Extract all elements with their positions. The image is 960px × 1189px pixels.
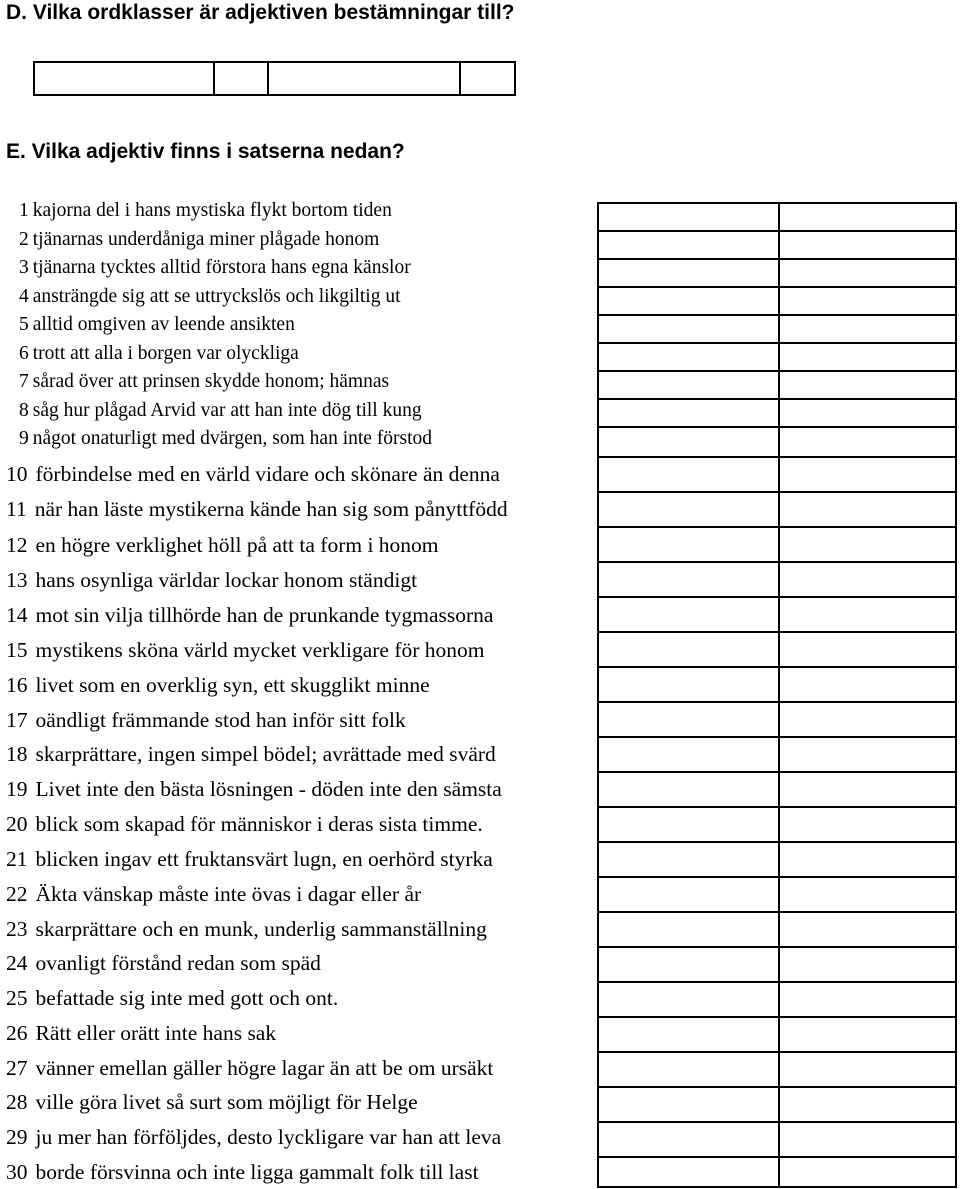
sentence-row: [6, 744, 496, 766]
sentence-text: befattade sig inte med gott och ont.: [35, 986, 339, 1010]
answer-grid-row-line: [599, 1016, 955, 1018]
sentence-number: 1: [19, 200, 29, 221]
sentence-number: 27: [6, 1056, 28, 1080]
answer-grid-row-line: [599, 526, 955, 528]
sentence-row: [6, 372, 389, 392]
sentence-row: [6, 1092, 418, 1114]
sentence-text: hans osynliga världar lockar honom ständigt: [35, 568, 418, 592]
answer-grid-row-line: [599, 736, 955, 738]
sentence-number: 7: [19, 371, 29, 392]
sentence-row: [6, 988, 338, 1010]
answer-grid-row-line: [599, 370, 955, 372]
answer-grid-row-line: [599, 1121, 955, 1123]
sentence-row: [6, 287, 401, 307]
answer-grid-row-line: [599, 258, 955, 260]
sentence-number: 21: [6, 847, 28, 871]
sentence-text: borde försvinna och inte ligga gammalt folk till last: [35, 1160, 479, 1184]
sentence-number: 28: [6, 1090, 28, 1114]
answer-grid-row-line: [599, 631, 955, 633]
sentence-number: 24: [6, 951, 28, 975]
sentence-text: Livet inte den bästa lösningen - döden inte den sämsta: [35, 777, 502, 801]
answer-grid-row-line: [599, 946, 955, 948]
answer-grid-row-line: [599, 426, 955, 428]
sentence-number: 5: [19, 314, 29, 335]
sentence-row: [6, 201, 392, 221]
sentence-text: oändligt främmande stod han inför sitt folk: [35, 708, 406, 732]
answer-grid-row-line: [599, 230, 955, 232]
sentence-text: tjänarna tycktes alltid förstora hans egna känslor: [32, 257, 411, 278]
sentence-row: [6, 919, 487, 941]
sentence-number: 10: [6, 462, 28, 486]
answer-grid-row-line: [599, 1051, 955, 1053]
sentence-text: vänner emellan gäller högre lagar än att be om ursäkt: [35, 1056, 494, 1080]
sentence-row: [6, 849, 493, 871]
sentence-text: Rätt eller orätt inte hans sak: [35, 1021, 277, 1045]
sentence-number: 30: [6, 1160, 28, 1184]
section-d-title: D. Vilka ordklasser är adjektiven bestämningar till?: [6, 1, 515, 24]
sentence-text: när han läste mystikerna kände han sig som pånyttfödd: [34, 497, 508, 521]
sentence-text: ansträngde sig att se uttryckslös och likgiltig ut: [32, 286, 401, 307]
sentence-text: livet som en overklig syn, ett skugglikt minne: [35, 673, 430, 697]
sentence-row: [6, 884, 421, 906]
sentence-text: mystikens sköna värld mycket verkligare för honom: [35, 638, 485, 662]
answer-grid-row-line: [599, 286, 955, 288]
sentence-text: Äkta vänskap måste inte övas i dagar eller år: [35, 882, 422, 906]
sentence-text: ovanligt förstånd redan som späd: [35, 951, 321, 975]
sentence-number: 12: [6, 533, 28, 557]
sentence-row: [6, 953, 321, 975]
sentence-text: sårad över att prinsen skydde honom; hämnas: [32, 371, 390, 392]
sentence-row: [6, 230, 379, 250]
answer-grid-row-line: [599, 596, 955, 598]
sentence-text: kajorna del i hans mystiska flykt bortom tiden: [32, 200, 392, 221]
answer-grid-row-line: [599, 701, 955, 703]
sentence-number: 22: [6, 882, 28, 906]
sentence-number: 18: [6, 742, 28, 766]
sentence-row: [6, 1058, 493, 1080]
answer-grid-row-line: [599, 666, 955, 668]
answer-grid-row-line: [599, 911, 955, 913]
answer-grid-row-line: [599, 491, 955, 493]
sentence-row: [6, 344, 299, 364]
answer-grid-row-line: [599, 398, 955, 400]
answer-grid-divider: [778, 204, 780, 1186]
sentence-row: [6, 315, 295, 335]
sentence-text: mot sin vilja tillhörde han de prunkande tygmassorna: [35, 603, 494, 627]
sentence-row: [6, 640, 485, 662]
sentence-number: 2: [19, 229, 29, 250]
sentence-row: [6, 1023, 276, 1045]
sentence-text: blick som skapad för människor i deras sista timme.: [35, 812, 483, 836]
sentence-number: 26: [6, 1021, 28, 1045]
answer-grid-row-line: [599, 876, 955, 878]
sentence-number: 3: [19, 257, 29, 278]
sentence-number: 9: [19, 428, 29, 449]
sentence-text: blicken ingav ett fruktansvärt lugn, en oerhörd styrka: [35, 847, 493, 871]
sentence-number: 29: [6, 1125, 28, 1149]
sentence-number: 6: [19, 343, 29, 364]
sentence-text: ville göra livet så surt som möjligt för Helge: [35, 1090, 418, 1114]
section-e-answer-grid: [597, 202, 957, 1188]
sentence-row: [6, 779, 502, 801]
sentence-text: såg hur plågad Arvid var att han inte dög till kung: [32, 400, 422, 421]
answer-grid-row-line: [599, 806, 955, 808]
sentence-text: trott att alla i borgen var olyckliga: [32, 343, 299, 364]
answer-grid-row-line: [599, 1156, 955, 1158]
sentence-number: 13: [6, 568, 28, 592]
sentence-row: [6, 464, 500, 486]
answer-grid-row-line: [599, 314, 955, 316]
sentence-text: tjänarnas underdåniga miner plågade honom: [32, 229, 380, 250]
section-e-title: E. Vilka adjektiv finns i satserna nedan?: [6, 140, 405, 163]
answer-grid-row-line: [599, 561, 955, 563]
sentence-text: en högre verklighet höll på att ta form i honom: [35, 533, 439, 557]
sentence-row: [6, 1162, 479, 1184]
sentence-number: 17: [6, 708, 28, 732]
sentence-number: 20: [6, 812, 28, 836]
sentence-text: förbindelse med en värld vidare och skönare än denna: [35, 462, 500, 486]
sentence-row: [6, 1127, 501, 1149]
sentence-row: [6, 535, 439, 557]
answer-grid-row-line: [599, 342, 955, 344]
sentence-number: 23: [6, 917, 28, 941]
sentence-row: [6, 401, 422, 421]
answer-grid-row-line: [599, 981, 955, 983]
sentence-row: [6, 499, 508, 521]
sentence-row: [6, 429, 432, 449]
sentence-row: [6, 814, 483, 836]
sentence-number: 8: [19, 400, 29, 421]
sentence-number: 4: [19, 286, 29, 307]
sentence-text: något onaturligt med dvärgen, som han inte förstod: [32, 428, 433, 449]
sentence-number: 15: [6, 638, 28, 662]
answer-grid-row-line: [599, 771, 955, 773]
answer-grid-row-line: [599, 456, 955, 458]
sentence-number: 25: [6, 986, 28, 1010]
sentence-text: ju mer han förföljdes, desto lyckligare var han att leva: [35, 1125, 502, 1149]
answer-grid-row-line: [599, 841, 955, 843]
sentence-number: 14: [6, 603, 28, 627]
answer-grid-row-line: [599, 1086, 955, 1088]
sentence-number: 19: [6, 777, 28, 801]
sentence-row: [6, 675, 430, 697]
sentence-row: [6, 258, 411, 278]
sentence-number: 11: [6, 497, 27, 521]
sentence-row: [6, 570, 417, 592]
sentence-text: skarprättare, ingen simpel bödel; avrättade med svärd: [35, 742, 496, 766]
sentence-row: [6, 710, 406, 732]
sentence-text: skarprättare och en munk, underlig sammanställning: [35, 917, 487, 941]
sentence-text: alltid omgiven av leende ansikten: [32, 314, 295, 335]
sentence-row: [6, 605, 493, 627]
sentence-number: 16: [6, 673, 28, 697]
